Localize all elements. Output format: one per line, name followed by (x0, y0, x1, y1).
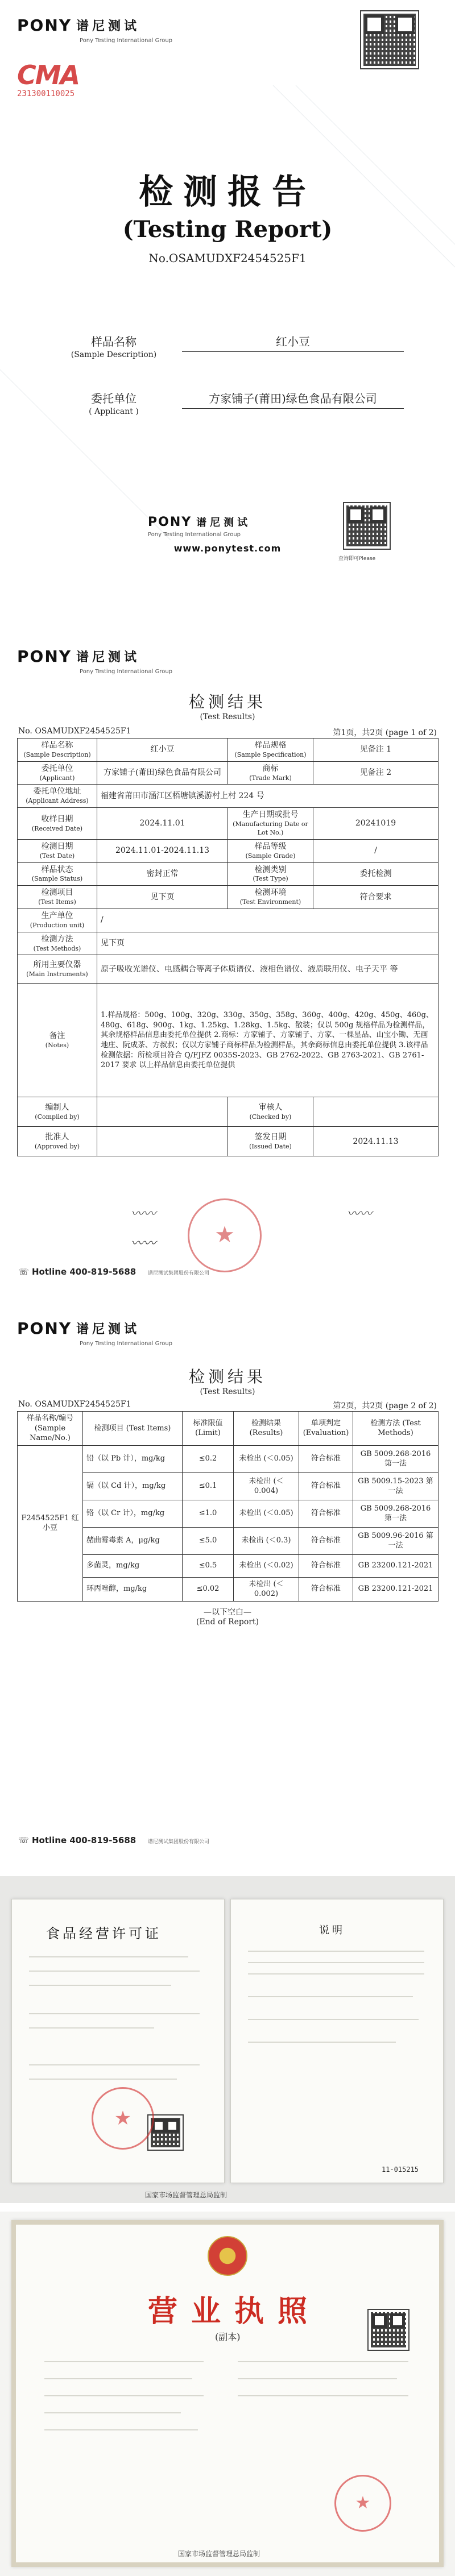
footer-company-2: 谱尼测试集团股份有限公司 (148, 1839, 210, 1845)
hotline-2: ☏ Hotline 400-819-5688 (18, 1835, 136, 1845)
label-cell: 委托单位 (Applicant) (18, 761, 97, 785)
page2-brand-logo (17, 647, 173, 675)
result-cell: 未检出 (＜0.05) (234, 1445, 299, 1472)
method-cell: GB 23200.121-2021 (353, 1554, 439, 1577)
item-cell: 多菌灵，mg/kg (83, 1554, 183, 1577)
label-cell: 样品状态 (Sample Status) (18, 862, 97, 886)
method-cell: GB 23200.121-2021 (353, 1577, 439, 1601)
license-text-line (29, 2027, 154, 2029)
label-cell: 所用主要仪器 (Main Instruments) (18, 955, 97, 984)
food-license-notice (230, 1899, 444, 2183)
result-cell: 未检出 (＜0.002) (234, 1577, 299, 1601)
website-url: www.ponytest.com (173, 543, 282, 554)
table-row (18, 932, 439, 955)
license-text-line (44, 2429, 198, 2430)
limit-cell: ≤1.0 (183, 1500, 234, 1527)
sample-value: 红小豆 (182, 333, 404, 352)
license-text-line (29, 1971, 200, 1972)
value-cell: 委托检测 (313, 862, 439, 886)
column-header: 检测方法 (Test Methods) (353, 1412, 439, 1446)
business-qr-code-icon (369, 2310, 408, 2350)
license-text-line (238, 2378, 397, 2379)
label-cell: 商标 (Trade Mark) (228, 761, 313, 785)
value-cell: 密封正常 (97, 862, 228, 886)
results-page-indicator-2: 第2页，共2页 (page 2 of 2) (333, 1401, 437, 1411)
footer-company: 谱尼测试集团股份有限公司 (148, 1271, 210, 1276)
page2-logo-subtitle: Pony Testing International Group (80, 669, 173, 675)
result-cell: 未检出 (＜0.02) (234, 1554, 299, 1577)
bottom-qr-code-icon (344, 503, 390, 549)
notice-title: 说明 (319, 1924, 345, 1936)
label-cell: 检测环境 (Test Environment) (228, 886, 313, 909)
received-value: 2024.11.01 (97, 808, 228, 840)
bottom-logo-cn: 谱尼测试 (196, 517, 251, 529)
producer-value: / (97, 909, 439, 932)
license-text-line (238, 2395, 408, 2396)
label-cell: 样品等级 (Sample Grade) (228, 839, 313, 862)
results-title: 检测结果 (188, 692, 266, 711)
batch-value: 20241019 (313, 808, 439, 840)
official-stamp-icon (92, 2087, 154, 2150)
limit-cell: ≤0.02 (183, 1577, 234, 1601)
sample-label-en: (Sample Description) (71, 350, 157, 359)
method-cell: GB 5009.268-2016 第一法 (353, 1500, 439, 1527)
page3-logo-cn: 谱尼测试 (76, 1322, 140, 1337)
bottom-brand-logo (148, 515, 251, 538)
value-cell: / (313, 839, 439, 862)
page2-logo-en: PONY (17, 647, 72, 666)
label-cell: 检测日期 (Test Date) (18, 839, 97, 862)
item-cell: 镉（以 Cd 计），mg/kg (83, 1472, 183, 1500)
license-text-line (44, 2378, 192, 2379)
client-value: 方家铺子(莆田)绿色食品有限公司 (182, 389, 404, 409)
limit-cell: ≤0.2 (183, 1445, 234, 1472)
limit-cell: ≤5.0 (183, 1527, 234, 1554)
food-license-photo (0, 1876, 455, 2203)
column-header: 检测项目 (Test Items) (83, 1412, 183, 1446)
license-number-box: 11-015215 (382, 2166, 419, 2173)
item-cell: 环丙唑醇，mg/kg (83, 1577, 183, 1601)
table-row (18, 1097, 439, 1127)
eval-cell: 符合标准 (299, 1554, 353, 1577)
license-text-line (44, 2412, 181, 2413)
table-row (18, 984, 439, 1097)
result-cell: 未检出 (＜0.3) (234, 1527, 299, 1554)
end-marker-cn: —以下空白— (204, 1608, 251, 1617)
national-emblem-icon (208, 2236, 247, 2276)
business-license-copy: (副本) (215, 2332, 241, 2342)
method-cell: GB 5009.268-2016 第一法 (353, 1445, 439, 1472)
client-label-en: ( Applicant ) (89, 407, 139, 416)
reviewer-signature (313, 1097, 439, 1127)
food-license-front (11, 1899, 225, 2183)
label-cell: 审核人 (Checked by) (228, 1097, 313, 1127)
license-text-line (29, 2064, 200, 2065)
label-cell: 检测项目 (Test Items) (18, 886, 97, 909)
registration-stamp-icon (334, 2475, 391, 2532)
label-cell: 编制人 (Compiled by) (18, 1097, 97, 1127)
results-page-1 (0, 636, 455, 1301)
page3-logo-subtitle: Pony Testing International Group (80, 1341, 173, 1347)
limit-cell: ≤0.5 (183, 1554, 234, 1577)
results-report-number-2: No. OSAMUDXF2454525F1 (18, 1400, 131, 1409)
result-cell: 未检出 (＜0.004) (234, 1472, 299, 1500)
license-text-line (248, 1962, 424, 1963)
method-cell: GB 5009.96-2016 第一法 (353, 1527, 439, 1554)
license-text-line (29, 1956, 188, 1957)
label-cell: 检测方法 (Test Methods) (18, 932, 97, 955)
eval-cell: 符合标准 (299, 1500, 353, 1527)
results-page-indicator: 第1页，共2页 (page 1 of 2) (333, 728, 437, 737)
remark-value: 1.样品规格：500g、100g、320g、330g、350g、358g、360g、400g、420g、450g、460g、480g、618g、900g、1kg、1.25kg、1.28kg、1.5kg、散装；仅以 500g 规格样品为检测样品，其余规格样品信息由委托单位提供 2.商标：方家铺子、方家铺子、方家、一棵星品、山宝小锄、无画地庄、阮成茶、方叔叔；仅以方家铺子商标样品为检测样品，其余商标信息由委托单位提供 3.该样品检测依据：所检项目符合 Q/FJFZ 0035S-2023、GB 2762-2022、GB 2763-2021、GB 2761-2017 要求 以上样品信息由委托单位提供 (97, 984, 439, 1097)
instrument-value: 原子吸收光谱仪、电感耦合等离子体质谱仪、液相色谱仪、液质联用仪、电子天平 等 (97, 955, 439, 984)
compiler-signature (97, 1097, 228, 1127)
label-cell: 检测类别 (Test Type) (228, 862, 313, 886)
business-license-frame (11, 2220, 444, 2567)
results-title-2: 检测结果 (188, 1367, 266, 1386)
results-subtitle: (Test Results) (200, 712, 255, 721)
business-license-issuer: 国家市场监督管理总局监制 (178, 2550, 260, 2558)
method-cell: GB 5009.15-2023 第一法 (353, 1472, 439, 1500)
brand-logo (17, 16, 173, 44)
license-text-line (29, 2013, 200, 2014)
license-text-line (44, 2361, 204, 2362)
label-cell: 生产日期或批号 (Manufacturing Date or Lot No.) (228, 808, 313, 840)
results-report-number: No. OSAMUDXF2454525F1 (18, 727, 131, 736)
report-title-cn: 检测报告 (139, 172, 316, 212)
sample-info-table (17, 738, 439, 1156)
table-header-row (18, 1412, 439, 1446)
results-subtitle-2: (Test Results) (200, 1387, 255, 1396)
column-header: 检测结果 (Results) (234, 1412, 299, 1446)
label-cell: 批准人 (Approved by) (18, 1127, 97, 1156)
approver-signature (97, 1127, 228, 1156)
eval-cell: 符合标准 (299, 1472, 353, 1500)
license-text-line (44, 2395, 204, 2396)
compiler-signature-mark: 〰〰 (131, 1207, 156, 1221)
issued-value: 2024.11.13 (313, 1127, 439, 1156)
table-row (18, 785, 439, 808)
qr-code-icon (361, 11, 418, 68)
company-seal-icon (188, 1198, 262, 1272)
page3-logo-en: PONY (17, 1319, 72, 1338)
bottom-logo-subtitle: Pony Testing International Group (148, 532, 241, 538)
address-value: 福建省莆田市涵江区梧塘镇溪游村上村 224 号 (97, 785, 439, 808)
license-text-line (248, 1951, 424, 1952)
column-header: 单项判定 (Evaluation) (299, 1412, 353, 1446)
item-cell: 铬（以 Cr 计），mg/kg (83, 1500, 183, 1527)
business-license-title: 营业执照 (147, 2294, 321, 2329)
value-cell: 2024.11.01-2024.11.13 (97, 839, 228, 862)
cma-logo-icon: CMA (17, 60, 80, 90)
item-cell: 赭曲霉毒素 A，μg/kg (83, 1527, 183, 1554)
report-number: No.OSAMUDXF2454525F1 (148, 251, 307, 265)
table-row (18, 1445, 439, 1472)
table-row (18, 761, 439, 785)
license-text-line (248, 2019, 419, 2020)
table-row (18, 955, 439, 984)
license-text-line (29, 2079, 177, 2080)
qr-caption: 查询即可Please (338, 556, 376, 562)
value-cell: 方家铺子(莆田)绿色食品有限公司 (97, 761, 228, 785)
cma-number: 231300110025 (17, 89, 75, 98)
cma-mark (17, 60, 91, 102)
eval-cell: 符合标准 (299, 1577, 353, 1601)
reviewer-signature-mark: 〰〰 (347, 1207, 373, 1221)
value-cell: 红小豆 (97, 739, 228, 762)
table-row (18, 862, 439, 886)
license-text-line (248, 1973, 424, 1974)
cover-page (0, 0, 455, 623)
eval-cell: 符合标准 (299, 1445, 353, 1472)
license-text-line (248, 2042, 396, 2043)
label-cell: 样品名称 (Sample Description) (18, 739, 97, 762)
food-license-title: 食品经营许可证 (46, 1926, 162, 1942)
approver-signature-mark: 〰〰 (131, 1237, 156, 1251)
label-cell: 委托单位地址 (Applicant Address) (18, 785, 97, 808)
value-cell: 符合要求 (313, 886, 439, 909)
food-license-issuer: 国家市场监督管理总局监制 (145, 2191, 228, 2199)
column-header: 样品名称/编号 (Sample Name/No.) (18, 1412, 83, 1446)
logo-text-cn: 谱尼测试 (76, 19, 140, 34)
label-cell: 收样日期 (Received Date) (18, 808, 97, 840)
table-row (18, 839, 439, 862)
license-text-line (238, 2361, 408, 2362)
sample-label: 样品名称 (Sample Description) (63, 333, 165, 359)
eval-cell: 符合标准 (299, 1527, 353, 1554)
table-row (18, 886, 439, 909)
label-cell: 签发日期 (Issued Date) (228, 1127, 313, 1156)
table-row (18, 909, 439, 932)
license-text-line (29, 1985, 171, 1986)
table-row (18, 1127, 439, 1156)
value-cell: 见下页 (97, 886, 228, 909)
bottom-logo-en: PONY (148, 515, 192, 529)
method-value: 见下页 (97, 932, 439, 955)
label-cell: 样品规格 (Sample Specification) (228, 739, 313, 762)
logo-subtitle: Pony Testing International Group (80, 38, 173, 44)
value-cell: 见备注 2 (313, 761, 439, 785)
label-cell: 生产单位 (Production unit) (18, 909, 97, 932)
end-marker-en: (End of Report) (196, 1617, 259, 1627)
cma-letters: MA (35, 60, 80, 90)
page3-brand-logo (17, 1319, 173, 1347)
logo-text-en: PONY (17, 16, 72, 35)
results-page-2 (0, 1308, 455, 1868)
column-header: 标准限值 (Limit) (183, 1412, 234, 1446)
test-results-table (17, 1411, 439, 1602)
item-cell: 铅（以 Pb 计），mg/kg (83, 1445, 183, 1472)
label-cell: 备注 (Notes) (18, 984, 97, 1097)
report-title-en: (Testing Report) (122, 216, 333, 243)
business-license-photo (0, 2212, 455, 2576)
result-cell: 未检出 (＜0.05) (234, 1500, 299, 1527)
sample-id-cell: F2454525F1 红小豆 (18, 1445, 83, 1601)
table-row (18, 808, 439, 840)
client-label: 委托单位 ( Applicant ) (63, 389, 165, 416)
table-row (18, 739, 439, 762)
hotline: ☏ Hotline 400-819-5688 (18, 1267, 136, 1277)
page2-logo-cn: 谱尼测试 (76, 650, 140, 665)
limit-cell: ≤0.1 (183, 1472, 234, 1500)
value-cell: 见备注 1 (313, 739, 439, 762)
license-text-line (248, 1996, 413, 1997)
